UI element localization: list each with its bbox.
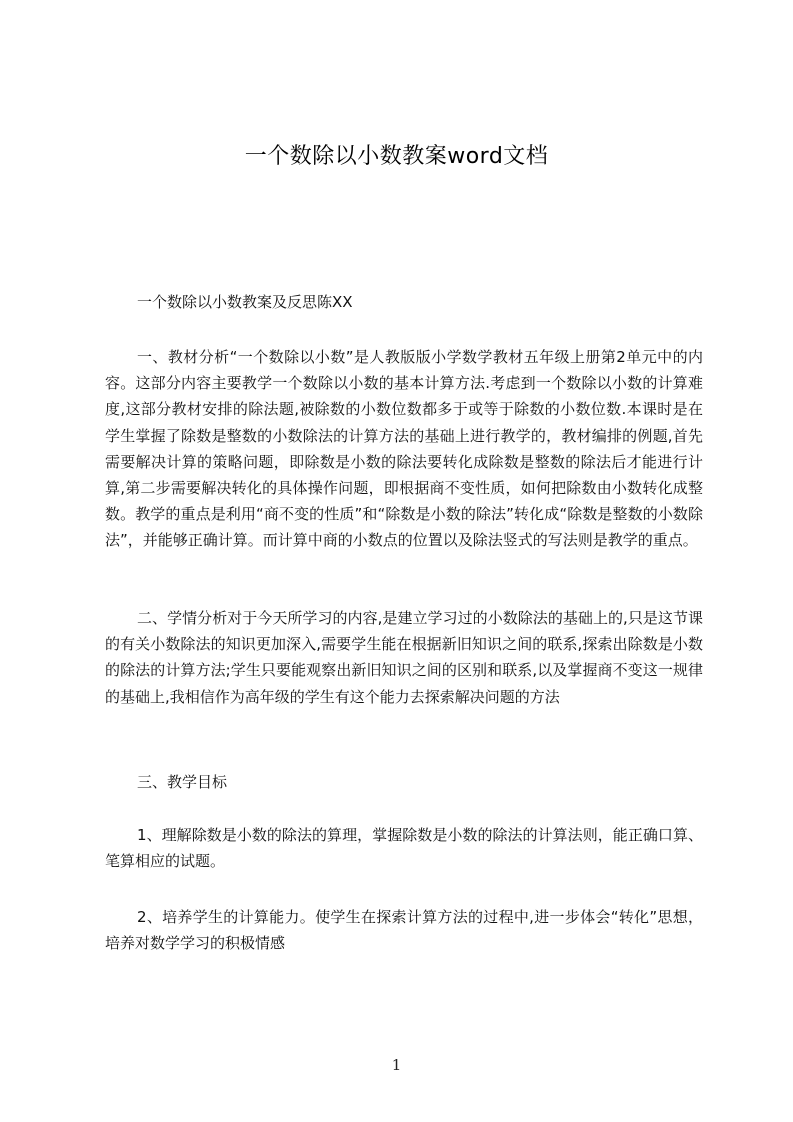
page-number: 1 (391, 1056, 402, 1074)
paragraph-goal-1: 1、理解除数是小数的除法的算理，掌握除数是小数的除法的计算法则，能正确口算、笔算相应的试题。 (105, 826, 703, 871)
paragraph-goal-2: 2、培养学生的计算能力。使学生在探索计算方法的过程中,进一步体会“转化”思想，培养对数学学习的积极情感 (105, 908, 703, 953)
paragraph-teaching-goals-heading: 三、教学目标 (137, 773, 228, 791)
document-title: 一个数除以小数教案word文档 (244, 144, 549, 169)
paragraph-student-analysis: 二、学情分析对于今天所学习的内容,是建立学习过的小数除法的基础上的,只是这节课的有关小数除法的知识更加深入,需要学生能在根据新旧知识之间的联系,探索出除数是小数的除法的计算方法;学生只要能观察出新旧知识之间的区别和联系,以及掌握商不变这一规律的基础上,我相信作为高年级的学生有这个能力去探索解决问题的方法 (105, 609, 703, 706)
document-subtitle: 一个数除以小数教案及反思陈XX (137, 293, 353, 311)
paragraph-textbook-analysis: 一、教材分析“一个数除以小数”是人教版版小学数学教材五年级上册第2单元中的内容。这部分内容主要教学一个数除以小数的基本计算方法.考虑到一个数除以小数的计算难度,这部分教材安排的除法题,被除数的小数位数都多于或等于除数的小数位数.本课时是在学生掌握了除数是整数的小数除法的计算方法的基础上进行教学的，教材编排的例题,首先需要解决计算的策略问题，即除数是小数的除法要转化成除数是整数的除法后才能进行计算,第二步需要解决转化的具体操作问题，即根据商不变性质，如何把除数由小数转化成整数。教学的重点是利用“商不变的性质”和“除数是小数的除法”转化成“除数是整数的小数除法”，并能够正确计算。而计算中商的小数点的位置以及除法竖式的写法则是教学的重点。 (105, 348, 703, 550)
